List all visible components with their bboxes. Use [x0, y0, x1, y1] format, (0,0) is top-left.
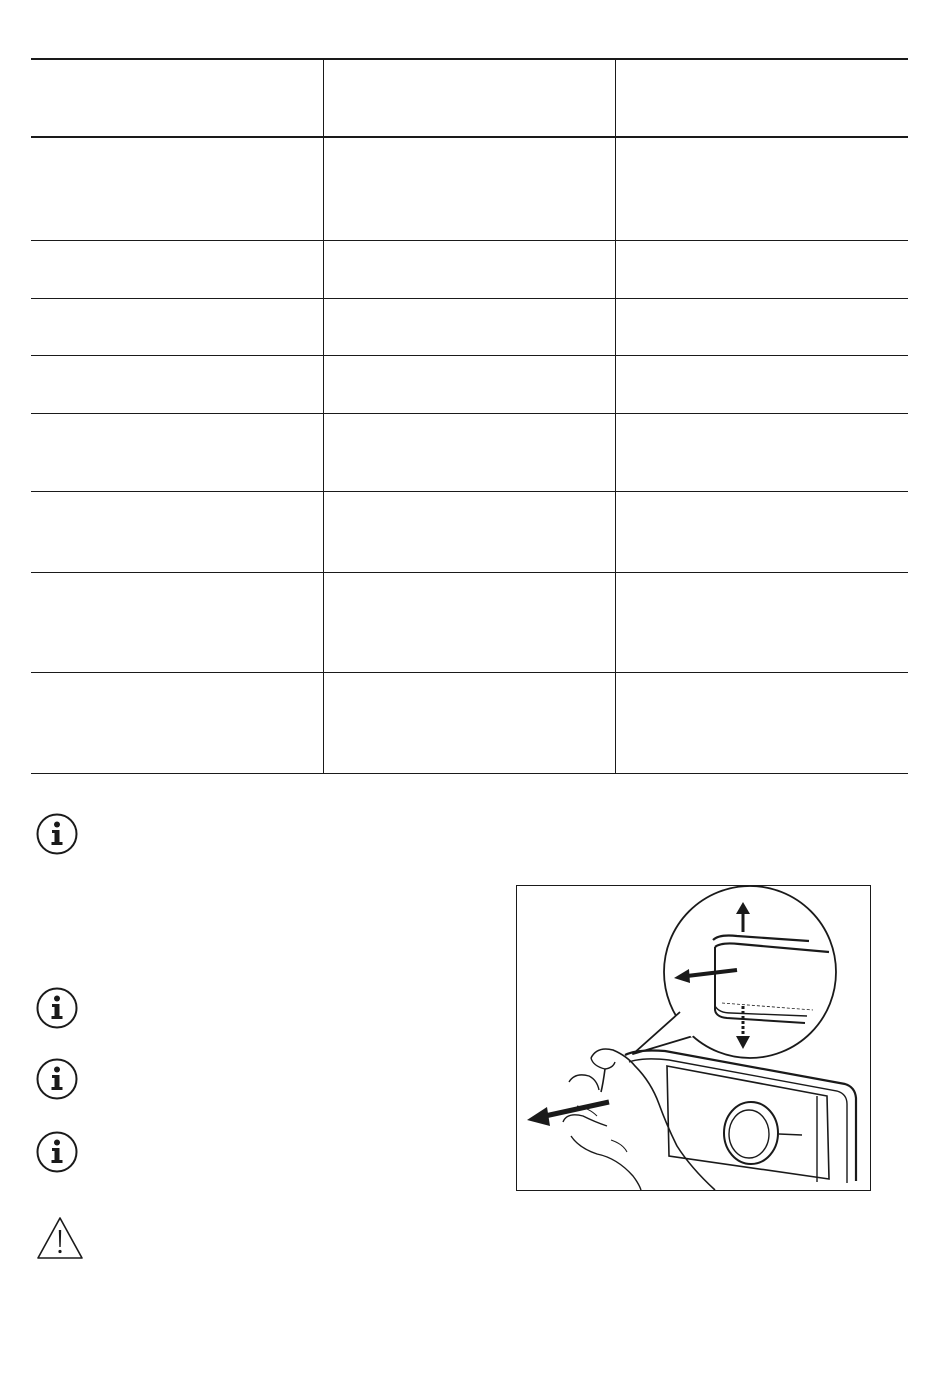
- table-row: [31, 491, 908, 572]
- table-row: [31, 298, 908, 355]
- info-icon: [36, 1058, 78, 1100]
- table-cell: [616, 240, 909, 298]
- table-row: [31, 137, 908, 240]
- table-header-cell: [616, 59, 909, 137]
- table-header-row: [31, 59, 908, 137]
- info-icon: [36, 987, 78, 1029]
- table-cell: [31, 491, 324, 572]
- table-row: [31, 672, 908, 773]
- table-row: [31, 572, 908, 672]
- table-header-cell: [324, 59, 616, 137]
- table-header-cell: [31, 59, 324, 137]
- table-row: [31, 240, 908, 298]
- table-cell: [616, 572, 909, 672]
- table-cell: [31, 413, 324, 491]
- table-cell: [324, 413, 616, 491]
- table-cell: [31, 240, 324, 298]
- table-cell: [616, 672, 909, 773]
- table-cell: [324, 298, 616, 355]
- table-cell: [324, 491, 616, 572]
- info-icon: [36, 1131, 78, 1173]
- table-cell: [31, 355, 324, 413]
- table-cell: [616, 137, 909, 240]
- table-cell: [616, 298, 909, 355]
- warning-icon: [36, 1216, 84, 1260]
- table-cell: [324, 672, 616, 773]
- table-cell: [324, 572, 616, 672]
- table-row: [31, 355, 908, 413]
- table-cell: [616, 491, 909, 572]
- table-cell: [616, 355, 909, 413]
- table-cell: [31, 298, 324, 355]
- table-cell: [324, 240, 616, 298]
- table-cell: [324, 355, 616, 413]
- table-cell: [616, 413, 909, 491]
- table-cell: [31, 672, 324, 773]
- control-panel-illustration: [516, 885, 871, 1191]
- specification-table: [31, 58, 908, 774]
- table-row: [31, 413, 908, 491]
- table-cell: [324, 137, 616, 240]
- table-cell: [31, 137, 324, 240]
- info-icon: [36, 813, 78, 855]
- table-cell: [31, 572, 324, 672]
